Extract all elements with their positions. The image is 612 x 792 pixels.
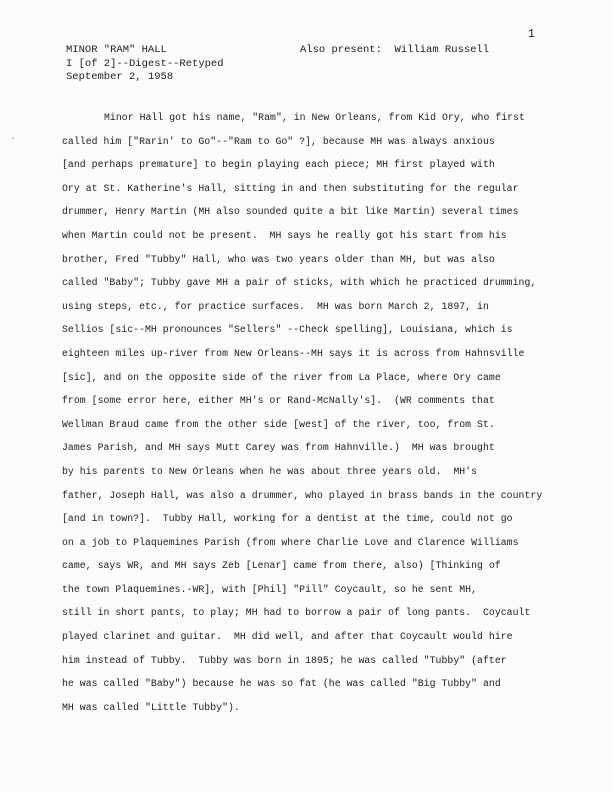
header-subject: MINOR "RAM" HALL: [66, 44, 167, 56]
margin-mark: `: [10, 138, 17, 149]
header-tape-info: I [of 2]--Digest--Retyped: [66, 57, 224, 70]
body-line: Wellman Braud came from the other side [west] of the river, too, from St.: [62, 418, 495, 430]
body-line: from [some error here, either MH's or Rand-McNally's]. (WR comments that: [62, 395, 495, 407]
body-line: came, says WR, and MH says Zeb [Lenar] came from there, also) [Thinking of: [62, 560, 501, 572]
body-line: Minor Hall got his name, "Ram", in New Orleans, from Kid Ory, who first: [104, 112, 525, 123]
body-line: [and in town?]. Tubby Hall, working for a dentist at the time, could not go: [62, 513, 513, 525]
body-line: called "Baby"; Tubby gave MH a pair of sticks, with which he practiced drumming,: [62, 277, 537, 289]
body-line: James Parish, and MH says Mutt Carey was from Hahnville.) MH was brought: [62, 442, 495, 454]
body-line: Ory at St. Katherine's Hall, sitting in and then substituting for the regular: [62, 182, 519, 194]
body-line: by his parents to New Orleans when he was about three years old. MH's: [62, 465, 478, 477]
page-number: 1: [528, 28, 535, 41]
body-line: called him ["Rarin' to Go"--"Ram to Go" ?], because MH was always anxious: [62, 135, 495, 147]
body-line: [sic], and on the opposite side of the river from La Place, where Ory came: [62, 371, 501, 383]
digest-body: [62, 112, 592, 725]
body-line: drummer, Henry Martin (MH also sounded quite a bit like Martin) several times: [62, 206, 519, 218]
body-line: using steps, etc., for practice surfaces. MH was born March 2, 1897, in: [62, 300, 489, 312]
body-line: the town Plaquemines.-WR], with [Phil] "Pill" Coycault, so he sent MH,: [62, 583, 478, 595]
body-line: him instead of Tubby. Tubby was born in 1895; he was called "Tubby" (after: [62, 654, 507, 666]
body-line: he was called "Baby") because he was so fat (he was called "Big Tubby" and: [62, 678, 501, 690]
header-info: [66, 44, 224, 85]
body-line: Sellios [sic--MH pronounces "Sellers" --Check spelling], Louisiana, which is: [62, 324, 513, 336]
body-line: [and perhaps premature] to begin playing each piece; MH first played with: [62, 159, 495, 171]
body-line: played clarinet and guitar. MH did well, and after that Coycault would hire: [62, 631, 513, 643]
body-line: on a job to Plaquemines Parish (from where Charlie Love and Clarence Williams: [62, 536, 519, 548]
body-line: brother, Fred "Tubby" Hall, who was two years older than MH, but was also: [62, 253, 495, 265]
header-also-present: Also present: William Russell: [300, 44, 490, 56]
body-line: father, Joseph Hall, was also a drummer, who played in brass bands in the country: [62, 489, 543, 501]
body-line: eighteen miles up-river from New Orleans--MH says it is across from Hahnsville: [62, 347, 525, 359]
body-line: still in short pants, to play; MH had to borrow a pair of long pants. Coycault: [62, 607, 531, 619]
header-date: September 2, 1958: [66, 71, 174, 83]
body-line: when Martin could not be present. MH says he really got his start from his: [62, 229, 507, 241]
body-line: MH was called "Little Tubby").: [62, 701, 240, 713]
